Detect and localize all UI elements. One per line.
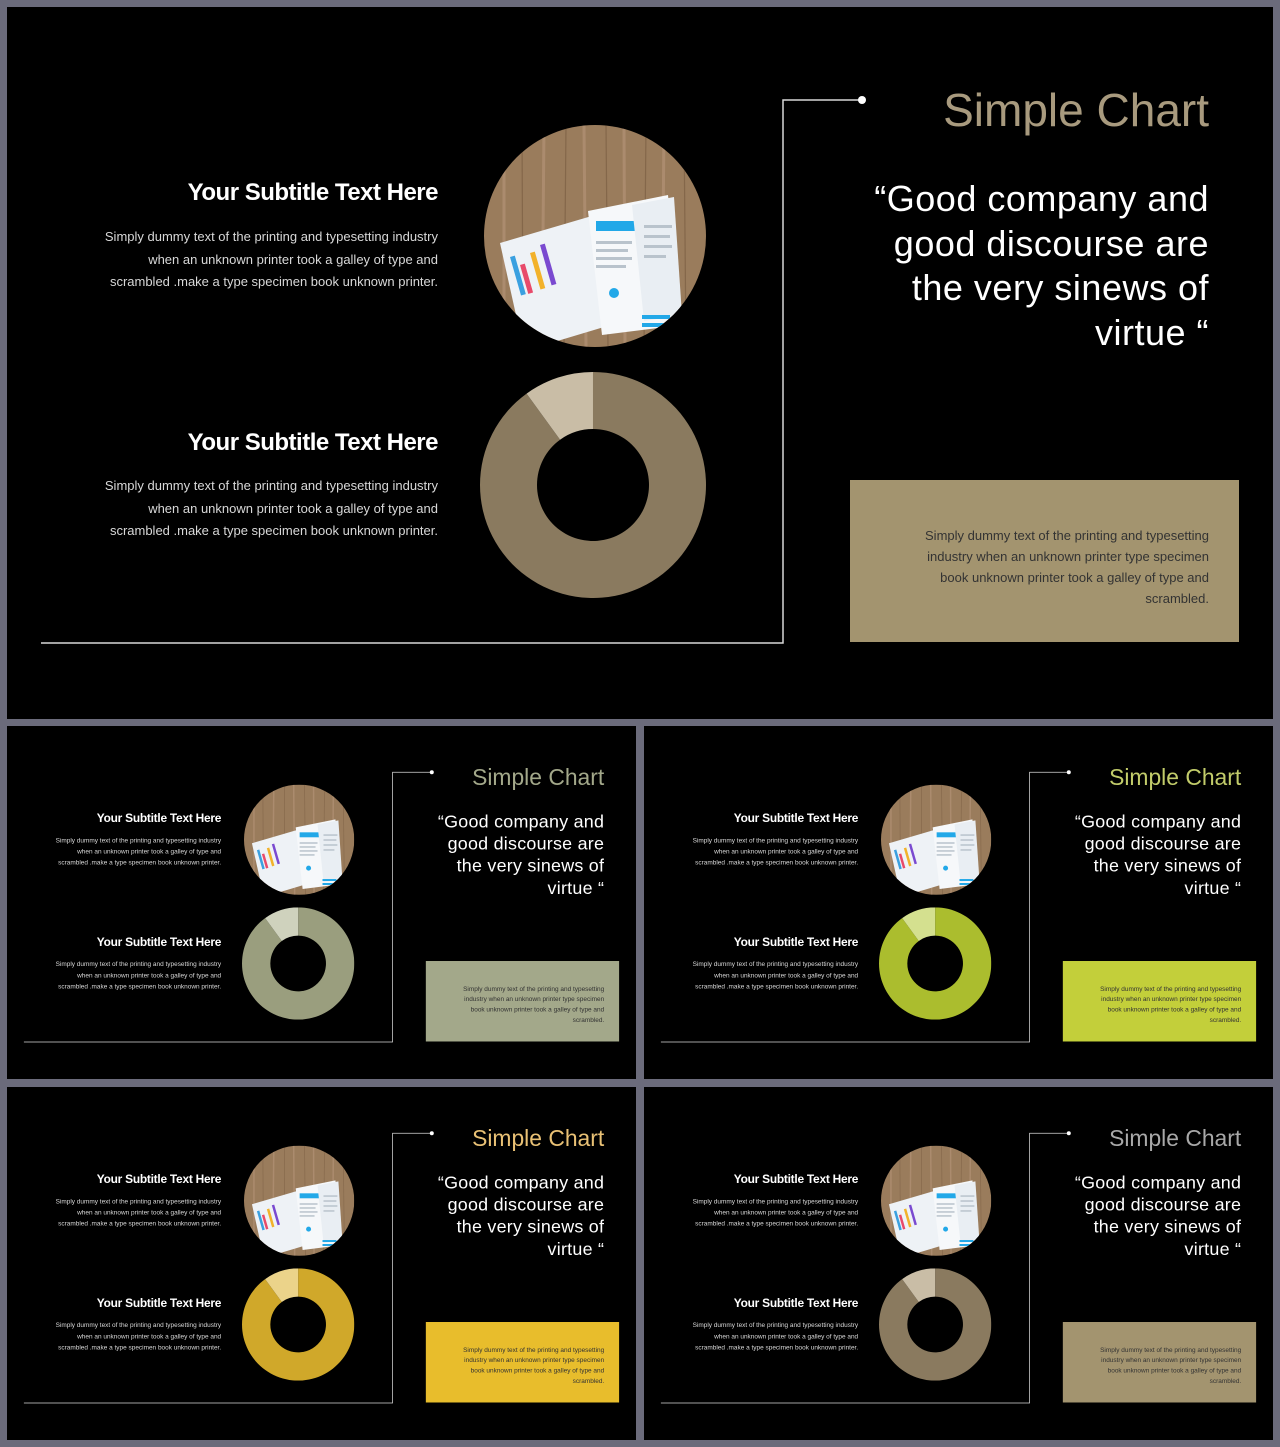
text-box-text: Simply dummy text of the printing and typesetting industry when an unknown printer type specimen book unknown printer took a galley of type and scrambled. [463, 984, 605, 1024]
documents-photo [244, 1146, 354, 1256]
slide-title: Simple Chart [472, 764, 605, 791]
subtitle-2: Your Subtitle Text Here [96, 1296, 222, 1311]
text-box-text: Simply dummy text of the printing and typesetting industry when an unknown printer type specimen book unknown printer took a galley of type and scrambled. [463, 1345, 605, 1385]
subtitle-1: Your Subtitle Text Here [96, 811, 222, 825]
slide-3 [644, 726, 1273, 1079]
text-box [426, 1322, 619, 1402]
body-text-1: Simply dummy text of the printing and typesetting industry when an unknown printer took a galley of type and scrambled .make a type specimen book unknown printer. [104, 229, 438, 289]
subtitle-1: Your Subtitle Text Here [733, 1172, 859, 1186]
slide-title: Simple Chart [943, 84, 1209, 136]
donut-chart [879, 907, 991, 1019]
donut-segment-main [879, 1268, 991, 1380]
quote-text: “Good company and good discourse are the very sinews of virtue “ [1074, 810, 1242, 898]
slide-title: Simple Chart [472, 1125, 605, 1152]
slide-title: Simple Chart [1109, 764, 1242, 791]
donut-chart [242, 907, 354, 1019]
slide-2 [7, 726, 636, 1079]
donut-segment-main [242, 907, 354, 1019]
donut-segment-main [879, 907, 991, 1019]
documents-photo [881, 785, 991, 895]
subtitle-2: Your Subtitle Text Here [733, 1296, 859, 1311]
quote-text: “Good company and good discourse are the very sinews of virtue “ [1074, 1171, 1242, 1259]
body-text-2: Simply dummy text of the printing and typesetting industry when an unknown printer took a galley of type and scrambled .make a type specimen book unknown printer. [692, 1321, 859, 1351]
subtitle-1: Your Subtitle Text Here [187, 179, 438, 206]
text-box-text: Simply dummy text of the printing and typesetting industry when an unknown printer type specimen book unknown printer took a galley of type and scrambled. [1100, 1345, 1242, 1385]
donut-chart [879, 1268, 991, 1380]
text-box [1063, 961, 1256, 1041]
body-text-2: Simply dummy text of the printing and typesetting industry when an unknown printer took a galley of type and scrambled .make a type specimen book unknown printer. [692, 960, 859, 990]
text-box [1063, 1322, 1256, 1402]
donut-chart [242, 1268, 354, 1380]
slide-title: Simple Chart [1109, 1125, 1242, 1152]
subtitle-2: Your Subtitle Text Here [187, 429, 438, 456]
donut-segment-main [480, 372, 706, 598]
documents-photo [484, 125, 706, 347]
donut-chart [480, 372, 706, 598]
subtitle-2: Your Subtitle Text Here [96, 935, 222, 950]
quote-text: “Good company and good discourse are the very sinews of virtue “ [437, 1171, 605, 1259]
body-text-1: Simply dummy text of the printing and typesetting industry when an unknown printer took a galley of type and scrambled .make a type specimen book unknown printer. [692, 836, 859, 867]
body-text-2: Simply dummy text of the printing and typesetting industry when an unknown printer took a galley of type and scrambled .make a type specimen book unknown printer. [104, 478, 438, 538]
documents-photo [244, 785, 354, 895]
quote-text: “Good company and good discourse are the very sinews of virtue “ [874, 178, 1209, 353]
slide-4 [7, 1087, 636, 1440]
body-text-1: Simply dummy text of the printing and typesetting industry when an unknown printer took a galley of type and scrambled .make a type specimen book unknown printer. [692, 1197, 859, 1228]
body-text-2: Simply dummy text of the printing and typesetting industry when an unknown printer took a galley of type and scrambled .make a type specimen book unknown printer. [55, 960, 222, 990]
donut-segment-main [242, 1268, 354, 1380]
slide-5 [644, 1087, 1273, 1440]
subtitle-1: Your Subtitle Text Here [96, 1172, 222, 1186]
subtitle-1: Your Subtitle Text Here [733, 811, 859, 825]
text-box [426, 961, 619, 1041]
body-text-1: Simply dummy text of the printing and typesetting industry when an unknown printer took a galley of type and scrambled .make a type specimen book unknown printer. [55, 1197, 222, 1228]
text-box-text: Simply dummy text of the printing and typesetting industry when an unknown printer type specimen book unknown printer took a galley of type and scrambled. [1100, 984, 1242, 1024]
body-text-2: Simply dummy text of the printing and typesetting industry when an unknown printer took a galley of type and scrambled .make a type specimen book unknown printer. [55, 1321, 222, 1351]
text-box-text: Simply dummy text of the printing and typesetting industry when an unknown printer type specimen book unknown printer took a galley of type and scrambled. [925, 528, 1209, 606]
documents-photo [881, 1146, 991, 1256]
quote-text: “Good company and good discourse are the very sinews of virtue “ [437, 810, 605, 898]
body-text-1: Simply dummy text of the printing and typesetting industry when an unknown printer took a galley of type and scrambled .make a type specimen book unknown printer. [55, 836, 222, 867]
subtitle-2: Your Subtitle Text Here [733, 935, 859, 950]
text-box [850, 480, 1239, 642]
slide-1 [7, 7, 1273, 719]
